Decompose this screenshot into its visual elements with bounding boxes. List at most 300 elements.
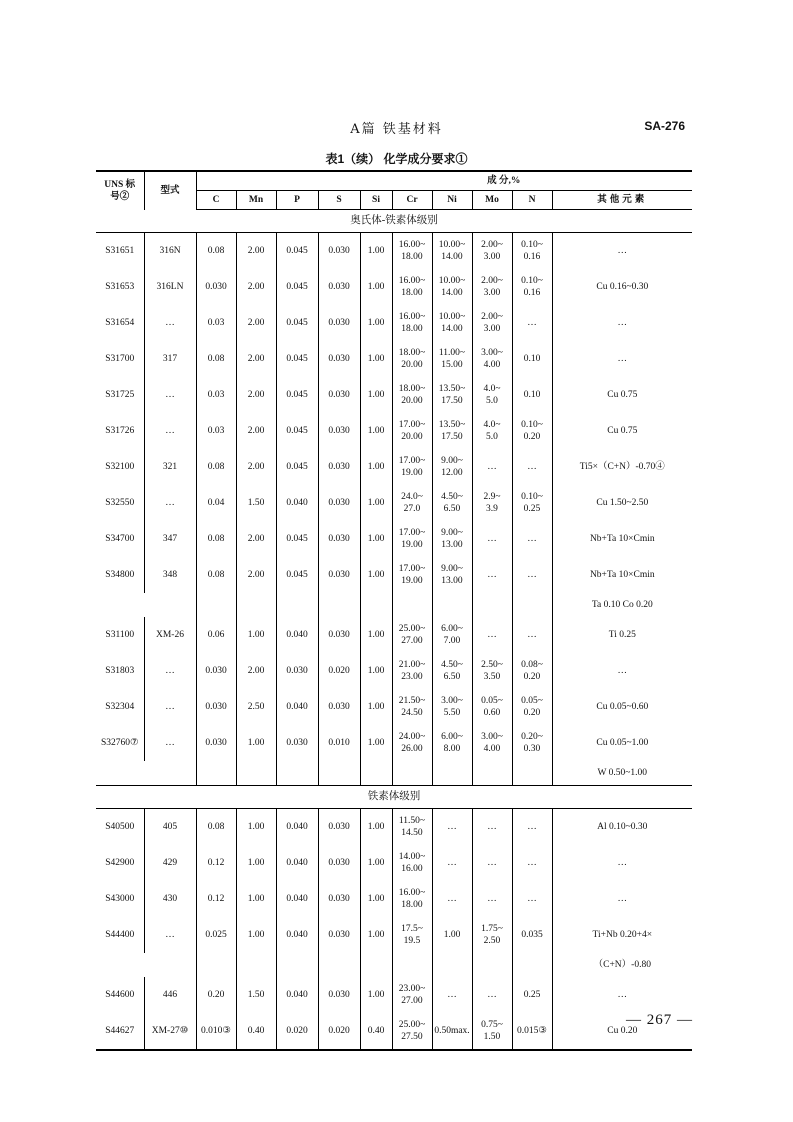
cell-n [512, 233, 552, 270]
header-si: Si [360, 191, 392, 210]
cell-other: Nb+Ta 10×Cmin [589, 534, 655, 544]
cell-p: 0.040 [276, 485, 318, 521]
table-row [96, 341, 692, 377]
cell-cr-line: 16.00~ [398, 240, 426, 250]
cell-cr-line: 27.0 [403, 504, 421, 514]
cell-ni-range [439, 419, 466, 443]
cell-c: 0.04 [196, 485, 236, 521]
cell-ni-line: … [447, 894, 457, 904]
empty-cell [432, 761, 472, 786]
cell-mn: 1.00 [236, 881, 276, 917]
cell-si: 1.00 [360, 725, 392, 761]
cell-mo [472, 845, 512, 881]
cell-mn: 2.00 [236, 557, 276, 593]
cell-other: Nb+Ta 10×Cmin [589, 570, 655, 580]
cell-ni [432, 845, 472, 881]
table-row [96, 305, 692, 341]
cell-n-line: … [527, 630, 537, 640]
cell-ni-range [441, 659, 463, 683]
cell-ni-line: 9.00~ [441, 528, 463, 538]
header-s: S [318, 191, 360, 210]
table-row [96, 233, 692, 270]
cell-n-line: 0.035 [521, 930, 543, 940]
empty-cell [196, 761, 236, 786]
cell-si: 1.00 [360, 269, 392, 305]
cell-cr-line: 27.50 [401, 1032, 423, 1042]
cell-mn: 2.00 [236, 653, 276, 689]
cell-cr-line: 21.00~ [398, 660, 426, 670]
cell-ni-range [441, 695, 463, 719]
cell-s: 0.020 [318, 653, 360, 689]
cell-ni [432, 269, 472, 305]
cell-cr-range [399, 455, 426, 479]
cell-p: 0.045 [276, 341, 318, 377]
cell-mo-line: 2.00~ [481, 276, 503, 286]
empty-cell [236, 953, 276, 977]
cell-cr-range [399, 347, 426, 371]
cell-ni-line: 13.50~ [438, 384, 466, 394]
chemical-composition-table [96, 170, 692, 1051]
cell-mo-range [481, 731, 503, 755]
cell-ni-line: 6.50 [443, 672, 461, 682]
cell-uns: S44627 [96, 1013, 144, 1050]
table-title: 表1（续） 化学成分要求① [325, 152, 468, 166]
cell-cr-line: 21.50~ [398, 696, 426, 706]
cell-mo [472, 413, 512, 449]
cell-other-continuation: Ta 0.10 Co 0.20 [591, 600, 653, 610]
cell-n-line: 0.30 [523, 744, 541, 754]
cell-ni [432, 377, 472, 413]
empty-cell [472, 953, 512, 977]
section-title: 奥氏体-铁素体级别 [96, 210, 692, 233]
cell-ni [432, 485, 472, 521]
cell-cr-line: 20.00 [401, 396, 423, 406]
cell-mn: 1.50 [236, 485, 276, 521]
cell-mo-line: 4.0~ [483, 420, 501, 430]
cell-n-range [527, 569, 537, 581]
cell-n [512, 269, 552, 305]
cell-uns: S44600 [96, 977, 144, 1013]
cell-ni-range [447, 857, 457, 869]
cell-n [512, 809, 552, 846]
table-row [96, 557, 692, 593]
cell-ni-line: 3.00~ [441, 696, 463, 706]
cell-si: 1.00 [360, 917, 392, 953]
cell-cr-line: 18.00 [401, 252, 423, 262]
cell-ni-range [439, 383, 466, 407]
cell-mo-line: 2.9~ [483, 492, 501, 502]
cell-ni-range [447, 893, 457, 905]
cell-n-range [527, 629, 537, 641]
cell-cr-line: 18.00 [401, 324, 423, 334]
cell-n-range [521, 419, 543, 443]
empty-cell [96, 761, 144, 786]
cell-uns: S32100 [96, 449, 144, 485]
cell-other: … [617, 354, 628, 364]
header-uns-text: UNS 标号② [104, 179, 136, 202]
cell-cr-line: 27.00 [401, 996, 423, 1006]
cell-n-line: 0.05~ [521, 696, 543, 706]
cell-c: 0.030 [196, 725, 236, 761]
table-row [96, 977, 692, 1013]
cell-uns: S34700 [96, 521, 144, 557]
cell-type: … [144, 413, 196, 449]
header-n: N [512, 191, 552, 210]
empty-cell [96, 593, 144, 617]
empty-cell [360, 593, 392, 617]
cell-n-line: 0.20~ [521, 732, 543, 742]
cell-mo [472, 233, 512, 270]
cell-other: Cu 0.75 [607, 426, 638, 436]
cell-uns: S31700 [96, 341, 144, 377]
cell-cr [392, 917, 432, 953]
cell-ni-range [441, 491, 463, 515]
cell-n-range [521, 275, 543, 299]
cell-s: 0.030 [318, 845, 360, 881]
cell-mn: 1.00 [236, 845, 276, 881]
empty-cell [472, 761, 512, 786]
header-c: C [196, 191, 236, 210]
cell-ni-range [439, 347, 465, 371]
cell-si: 1.00 [360, 617, 392, 653]
empty-cell [236, 761, 276, 786]
cell-mo-line: 3.9 [486, 504, 498, 514]
cell-ni [432, 617, 472, 653]
page-number: — 267 — [626, 1012, 693, 1028]
cell-ni-range [441, 731, 463, 755]
cell-cr-line: 26.00 [401, 744, 423, 754]
section-title: 铁素体级别 [96, 786, 692, 809]
cell-n [512, 977, 552, 1013]
cell-n-range [527, 461, 537, 473]
cell-mo-line: 2.00~ [481, 240, 503, 250]
empty-cell [360, 761, 392, 786]
cell-ni-line: 5.50 [443, 708, 461, 718]
cell-other: Ti5×（C+N）-0.70④ [579, 462, 665, 472]
cell-cr-line: 24.50 [401, 708, 423, 718]
cell-ni [432, 917, 472, 953]
cell-mo-range [487, 461, 497, 473]
cell-mn: 1.00 [236, 917, 276, 953]
cell-type: 347 [144, 521, 196, 557]
cell-cr [392, 413, 432, 449]
empty-cell [196, 953, 236, 977]
cell-n-range [521, 929, 542, 941]
cell-mo-range [481, 239, 503, 263]
cell-c: 0.08 [196, 449, 236, 485]
cell-p: 0.040 [276, 881, 318, 917]
cell-cr-line: 17.00~ [398, 420, 426, 430]
cell-mo-range [481, 923, 503, 947]
cell-cr-range [399, 983, 426, 1007]
cell-si: 1.00 [360, 449, 392, 485]
cell-si: 1.00 [360, 977, 392, 1013]
cell-cr [392, 521, 432, 557]
cell-cr-line: 24.0~ [401, 492, 423, 502]
cell-p: 0.040 [276, 917, 318, 953]
cell-n-line: … [527, 462, 537, 472]
cell-mo-line: … [487, 894, 497, 904]
cell-cr-range [399, 563, 426, 587]
cell-mo-line: 3.00 [483, 324, 501, 334]
cell-uns: S32304 [96, 689, 144, 725]
cell-mn: 0.40 [236, 1013, 276, 1050]
empty-cell [236, 593, 276, 617]
cell-s: 0.030 [318, 341, 360, 377]
cell-p: 0.045 [276, 413, 318, 449]
cell-n [512, 617, 552, 653]
cell-si: 1.00 [360, 881, 392, 917]
cell-cr-range [399, 275, 426, 299]
cell-n-line: … [527, 570, 537, 580]
cell-cr [392, 809, 432, 846]
cell-n [512, 305, 552, 341]
empty-cell [360, 953, 392, 977]
cell-mo-range [487, 533, 497, 545]
cell-si: 1.00 [360, 653, 392, 689]
empty-cell [512, 953, 552, 977]
cell-cr-line: 18.00~ [398, 348, 426, 358]
cell-n-range [527, 857, 537, 869]
cell-mo-range [481, 695, 503, 719]
cell-n [512, 917, 552, 953]
cell-ni-line: 1.00 [443, 930, 461, 940]
cell-other: Al 0.10~0.30 [597, 822, 648, 832]
header-cr: Cr [392, 191, 432, 210]
cell-s: 0.030 [318, 233, 360, 270]
cell-cr-range [401, 923, 423, 947]
cell-mo [472, 485, 512, 521]
cell-cr-line: 11.50~ [398, 816, 426, 826]
empty-cell [144, 593, 196, 617]
cell-n-line: … [527, 318, 537, 328]
chemical-composition-table-wrap [96, 170, 692, 1051]
cell-n-range [521, 491, 543, 515]
cell-type: XM-27⑩ [144, 1013, 196, 1050]
cell-s: 0.030 [318, 689, 360, 725]
cell-n-line: 0.10~ [521, 492, 543, 502]
cell-type: … [144, 917, 196, 953]
cell-c: 0.03 [196, 305, 236, 341]
cell-c: 0.08 [196, 233, 236, 270]
empty-cell [276, 761, 318, 786]
cell-cr-line: 17.00~ [398, 456, 426, 466]
cell-p: 0.045 [276, 557, 318, 593]
cell-type: … [144, 689, 196, 725]
cell-s: 0.030 [318, 617, 360, 653]
cell-ni [432, 413, 472, 449]
cell-p: 0.040 [276, 845, 318, 881]
empty-cell [276, 953, 318, 977]
cell-s: 0.030 [318, 809, 360, 846]
cell-mo-range [487, 569, 497, 581]
cell-cr-line: 23.00~ [398, 984, 426, 994]
cell-mn: 2.00 [236, 269, 276, 305]
cell-ni [432, 233, 472, 270]
empty-cell [512, 761, 552, 786]
empty-cell [276, 593, 318, 617]
cell-cr [392, 977, 432, 1013]
cell-n [512, 341, 552, 377]
cell-type: 405 [144, 809, 196, 846]
cell-mo-line: 2.50 [483, 936, 501, 946]
cell-s: 0.030 [318, 977, 360, 1013]
cell-mo-line: 5.0 [486, 396, 498, 406]
cell-cr-line: 16.00~ [398, 888, 426, 898]
cell-mo-line: 2.00~ [481, 312, 503, 322]
cell-mo-line: 4.0~ [483, 384, 501, 394]
cell-ni-line: 9.00~ [441, 564, 463, 574]
cell-mo [472, 917, 512, 953]
cell-cr [392, 689, 432, 725]
cell-ni [432, 653, 472, 689]
cell-mo-line: … [487, 630, 497, 640]
cell-ni [432, 449, 472, 485]
table-row [96, 1013, 692, 1050]
cell-n-range [527, 821, 537, 833]
header-composition: 成 分,% [196, 171, 692, 191]
table-row-continuation [96, 761, 692, 786]
cell-si: 1.00 [360, 377, 392, 413]
cell-ni-range [444, 929, 461, 941]
cell-mo-line: 3.00 [483, 288, 501, 298]
cell-n-range [521, 695, 543, 719]
cell-cr-line: 16.00~ [398, 276, 426, 286]
header-code: SA-276 [644, 119, 685, 133]
cell-ni-line: 6.00~ [441, 732, 463, 742]
cell-p: 0.045 [276, 233, 318, 270]
cell-c: 0.010③ [196, 1013, 236, 1050]
cell-type: 430 [144, 881, 196, 917]
cell-ni-line: 12.00 [441, 468, 463, 478]
cell-other-continuation: （C+N）-0.80 [593, 960, 651, 970]
cell-p: 0.045 [276, 449, 318, 485]
cell-n-line: 0.08~ [521, 660, 543, 670]
cell-s: 0.030 [318, 413, 360, 449]
cell-cr [392, 233, 432, 270]
cell-s: 0.030 [318, 377, 360, 413]
cell-ni-range [441, 455, 463, 479]
cell-cr-line: 14.50 [401, 828, 423, 838]
cell-c: 0.08 [196, 521, 236, 557]
table-row [96, 917, 692, 953]
cell-cr-range [399, 311, 426, 335]
cell-cr [392, 557, 432, 593]
cell-mo [472, 725, 512, 761]
table-row [96, 689, 692, 725]
cell-cr-range [399, 1019, 426, 1043]
empty-cell [512, 593, 552, 617]
cell-p: 0.030 [276, 725, 318, 761]
empty-cell [96, 953, 144, 977]
cell-type: 316N [144, 233, 196, 270]
cell-mo [472, 617, 512, 653]
cell-cr-line: 25.00~ [398, 624, 426, 634]
cell-n [512, 485, 552, 521]
cell-uns: S32760⑦ [96, 725, 144, 761]
cell-p: 0.045 [276, 269, 318, 305]
cell-uns: S44400 [96, 917, 144, 953]
empty-cell [392, 593, 432, 617]
header-other: 其他元素 [552, 191, 692, 210]
cell-ni-range [441, 563, 463, 587]
cell-cr [392, 305, 432, 341]
header-mn: Mn [236, 191, 276, 210]
cell-ni [432, 557, 472, 593]
cell-c: 0.03 [196, 413, 236, 449]
empty-cell [432, 593, 472, 617]
cell-s: 0.030 [318, 557, 360, 593]
cell-n-range [524, 353, 541, 365]
cell-cr-line: 25.00~ [398, 1020, 426, 1030]
cell-n-line: 0.20 [523, 432, 541, 442]
cell-s: 0.030 [318, 881, 360, 917]
cell-uns: S32550 [96, 485, 144, 521]
cell-cr [392, 881, 432, 917]
cell-mo-range [481, 659, 503, 683]
cell-mn: 2.00 [236, 305, 276, 341]
cell-n-line: 0.10~ [521, 240, 543, 250]
cell-ni-line: 6.00~ [441, 624, 463, 634]
cell-uns: S31803 [96, 653, 144, 689]
cell-ni-line: … [447, 822, 457, 832]
cell-ni-line: 13.00 [441, 540, 463, 550]
cell-n-line: … [527, 822, 537, 832]
cell-cr [392, 449, 432, 485]
cell-ni-line: 4.50~ [441, 492, 463, 502]
cell-ni-line: 14.00 [441, 252, 463, 262]
cell-cr-range [399, 815, 425, 839]
cell-c: 0.20 [196, 977, 236, 1013]
cell-uns: S40500 [96, 809, 144, 846]
cell-uns: S31725 [96, 377, 144, 413]
cell-mo [472, 1013, 512, 1050]
cell-n-line: 0.10~ [521, 276, 543, 286]
cell-uns: S31100 [96, 617, 144, 653]
cell-ni-line: 17.50 [441, 432, 463, 442]
cell-mo-line: … [487, 822, 497, 832]
page-header [0, 118, 793, 138]
empty-cell [318, 953, 360, 977]
cell-cr-line: 23.00 [401, 672, 423, 682]
empty-cell [144, 953, 196, 977]
cell-mo-range [483, 383, 500, 407]
cell-p: 0.040 [276, 809, 318, 846]
cell-type: … [144, 377, 196, 413]
cell-cr-range [399, 659, 426, 683]
empty-cell [144, 761, 196, 786]
cell-mo [472, 881, 512, 917]
cell-si: 1.00 [360, 557, 392, 593]
cell-cr [392, 269, 432, 305]
cell-s: 0.030 [318, 485, 360, 521]
cell-other: … [617, 666, 628, 676]
cell-n [512, 413, 552, 449]
cell-mo-line: 4.00 [483, 744, 501, 754]
cell-mo [472, 377, 512, 413]
cell-c: 0.08 [196, 341, 236, 377]
cell-c: 0.030 [196, 689, 236, 725]
cell-ni-line: 10.00~ [438, 312, 466, 322]
cell-other: … [617, 246, 628, 256]
cell-cr-line: 24.00~ [398, 732, 426, 742]
cell-ni-line: 10.00~ [438, 276, 466, 286]
cell-mn: 2.00 [236, 521, 276, 557]
cell-other: … [617, 990, 628, 1000]
cell-mo [472, 305, 512, 341]
cell-other: Cu 0.05~1.00 [596, 738, 649, 748]
empty-cell [196, 593, 236, 617]
